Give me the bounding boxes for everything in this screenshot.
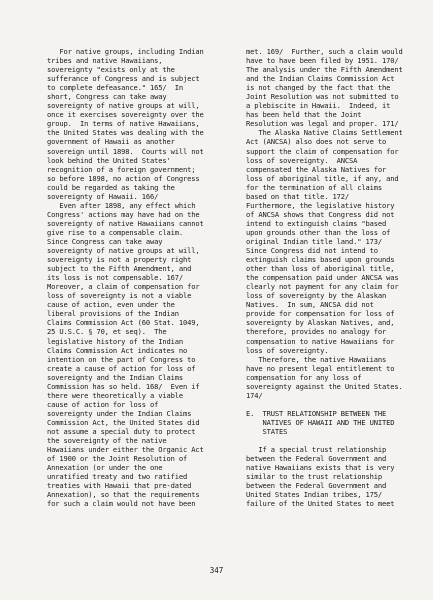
- text-line: Commission has so held. 168/ Even if: [47, 381, 200, 391]
- text-line: Hawaiians under either the Organic Act: [47, 445, 204, 455]
- text-line: sovereignty of native Hawaiians cannot: [47, 218, 204, 228]
- text-line: The Alaska Native Claims Settlement: [246, 128, 403, 138]
- text-line: intention on the part of Congress to: [47, 354, 196, 364]
- page-number: 347: [209, 566, 224, 575]
- text-line: Furthermore, the legislative history: [246, 200, 395, 210]
- text-line: create a cause of action for loss of: [47, 363, 196, 373]
- text-line: its loss is not compensable. 167/: [47, 273, 183, 283]
- text-line: failure of the United States to meet: [246, 499, 395, 509]
- text-line: met. 169/ Further, such a claim would: [246, 47, 403, 56]
- text-line: Even after 1898, any effect which: [47, 200, 196, 210]
- text-line: look behind the United States': [47, 155, 171, 165]
- text-line: have no present legal entitlement to: [246, 363, 395, 373]
- right-column: [246, 47, 428, 508]
- text-line: loss of sovereignty.: [246, 345, 329, 355]
- text-line: of 1900 or the Joint Resolution of: [47, 454, 188, 464]
- text-line: upon grounds other than the loss of: [246, 227, 391, 237]
- text-line: a plebiscite in Hawaii. Indeed, it: [246, 101, 391, 111]
- text-line: native Hawaiians exists that is very: [246, 463, 395, 473]
- text-line: NATIVES OF HAWAII AND THE UNITED: [246, 417, 395, 427]
- text-line: E. TRUST RELATIONSHIP BETWEEN THE: [246, 408, 387, 418]
- text-line: sovereignty of Hawaii. 166/: [47, 191, 159, 201]
- text-line: sovereignty against the United States.: [246, 381, 403, 391]
- text-line: Claims Commission Act (60 Stat. 1049,: [47, 318, 200, 328]
- text-line: liberal provisions of the Indian: [47, 309, 179, 319]
- text-line: other than loss of aboriginal title,: [246, 264, 395, 274]
- text-line: United States Indian tribes, 175/: [246, 490, 382, 500]
- text-line: compensation to native Hawaiians for: [246, 336, 395, 346]
- text-line: Since Congress can take away: [47, 236, 163, 246]
- text-line: of ANCSA shows that Congress did not: [246, 209, 395, 219]
- text-line: Moreover, a claim of compensation for: [47, 282, 200, 292]
- text-line: [246, 400, 428, 409]
- text-line: clearly not payment for any claim for: [246, 282, 399, 292]
- text-line: If a special trust relationship: [246, 445, 387, 455]
- text-line: therefore, provides no analogy for: [246, 327, 387, 337]
- text-line: [246, 436, 428, 445]
- text-line: sovereignty and the Indian Claims: [47, 372, 183, 382]
- text-line: sufferance of Congress and is subject: [47, 74, 200, 84]
- text-line: original Indian title land." 173/: [246, 236, 382, 246]
- text-line: sovereignty of native groups at will,: [47, 101, 200, 111]
- text-line: The analysis under the Fifth Amendment: [246, 65, 403, 75]
- text-line: to complete defeasance." 165/ In: [47, 83, 183, 93]
- text-line: Since Congress did not intend to: [246, 246, 378, 256]
- text-line: similar to the trust relationship: [246, 472, 382, 482]
- text-line: group. In terms of native Hawaiians,: [47, 119, 200, 129]
- text-line: compensation for any loss of: [246, 372, 362, 382]
- text-line: there were theoretically a viable: [47, 390, 183, 400]
- text-line: Natives. In sum, ANCSA did not: [246, 300, 374, 310]
- text-line: 174/: [246, 390, 263, 400]
- text-line: Act (ANCSA) also does not serve to: [246, 137, 387, 147]
- text-line: sovereignty by Alaskan Natives, and,: [246, 318, 395, 328]
- text-line: support the claim of compensation for: [246, 146, 399, 156]
- text-line: Claims Commission Act indicates no: [47, 345, 188, 355]
- text-line: unratified treaty and two ratified: [47, 472, 188, 482]
- text-line: intend to extinguish claims "based: [246, 218, 387, 228]
- text-line: based on that title. 172/: [246, 191, 350, 201]
- text-line: subject to the Fifth Amendment, and: [47, 264, 192, 274]
- text-line: sovereignty under the Indian Claims: [47, 408, 192, 418]
- text-line: Annexation), so that the requirements: [47, 490, 200, 500]
- text-line: once it exercises sovereignty over the: [47, 110, 204, 120]
- text-line: the sovereignty of the native: [47, 436, 167, 446]
- text-line: sovereignty of native groups at will,: [47, 246, 200, 256]
- text-line: Commission Act, the United States did: [47, 417, 200, 427]
- text-line: so before 1898, no action of Congress: [47, 173, 200, 183]
- text-line: government of Hawaii as another: [47, 137, 175, 147]
- text-line: extinguish claims based upon grounds: [246, 255, 395, 265]
- text-line: legislative history of the Indian: [47, 336, 183, 346]
- text-line: the United States was dealing with the: [47, 128, 204, 138]
- text-line: recognition of a foreign government;: [47, 164, 196, 174]
- text-line: For native groups, including Indian: [47, 47, 204, 56]
- text-line: cause of action for loss of: [47, 399, 159, 409]
- text-line: has been held that the Joint: [246, 110, 362, 120]
- text-line: sovereignty "exists only at the: [47, 65, 175, 75]
- text-line: could be regarded as taking the: [47, 182, 175, 192]
- text-line: treaties with Hawaii that pre-dated: [47, 481, 192, 491]
- text-line: between the Federal Government and: [246, 454, 387, 464]
- text-line: Joint Resolution was not submitted to: [246, 92, 399, 102]
- text-line: tribes and native Hawaiians,: [47, 56, 163, 66]
- text-line: loss of aboriginal title, if any, and: [246, 173, 399, 183]
- text-line: for the termination of all claims: [246, 182, 382, 192]
- text-line: loss of sovereignty is not a viable: [47, 291, 192, 301]
- text-line: cause of action, even under the: [47, 300, 175, 310]
- text-line: Therefore, the native Hawaiians: [246, 354, 387, 364]
- text-line: sovereign until 1898. Courts will not: [47, 146, 204, 156]
- text-line: STATES: [246, 426, 288, 436]
- text-line: sovereignty is not a property right: [47, 255, 192, 265]
- text-line: 25 U.S.C. § 70, et seq). The: [47, 327, 167, 337]
- text-line: for such a claim would not have been: [47, 499, 196, 509]
- text-line: give rise to a compensable claim.: [47, 227, 183, 237]
- text-line: Congress' actions may have had on the: [47, 209, 200, 219]
- text-line: and the Indian Claims Commission Act: [246, 74, 395, 84]
- text-line: provide for compensation for loss of: [246, 309, 395, 319]
- text-line: not assume a special duty to protect: [47, 426, 196, 436]
- text-line: is not changed by the fact that the: [246, 83, 391, 93]
- text-line: the compensation paid under ANCSA was: [246, 273, 399, 283]
- text-line: Resolution was legal and proper. 171/: [246, 119, 399, 129]
- text-line: loss of sovereignty. ANCSA: [246, 155, 358, 165]
- text-line: compensated the Alaska Natives for: [246, 164, 387, 174]
- text-line: short, Congress can take away: [47, 92, 167, 102]
- text-line: between the Federal Government and: [246, 481, 387, 491]
- text-line: loss of sovereignty by the Alaskan: [246, 291, 387, 301]
- text-line: Annexation (or under the one: [47, 463, 163, 473]
- left-column: [47, 47, 237, 508]
- text-line: have to have been filed by 1951. 170/: [246, 56, 399, 66]
